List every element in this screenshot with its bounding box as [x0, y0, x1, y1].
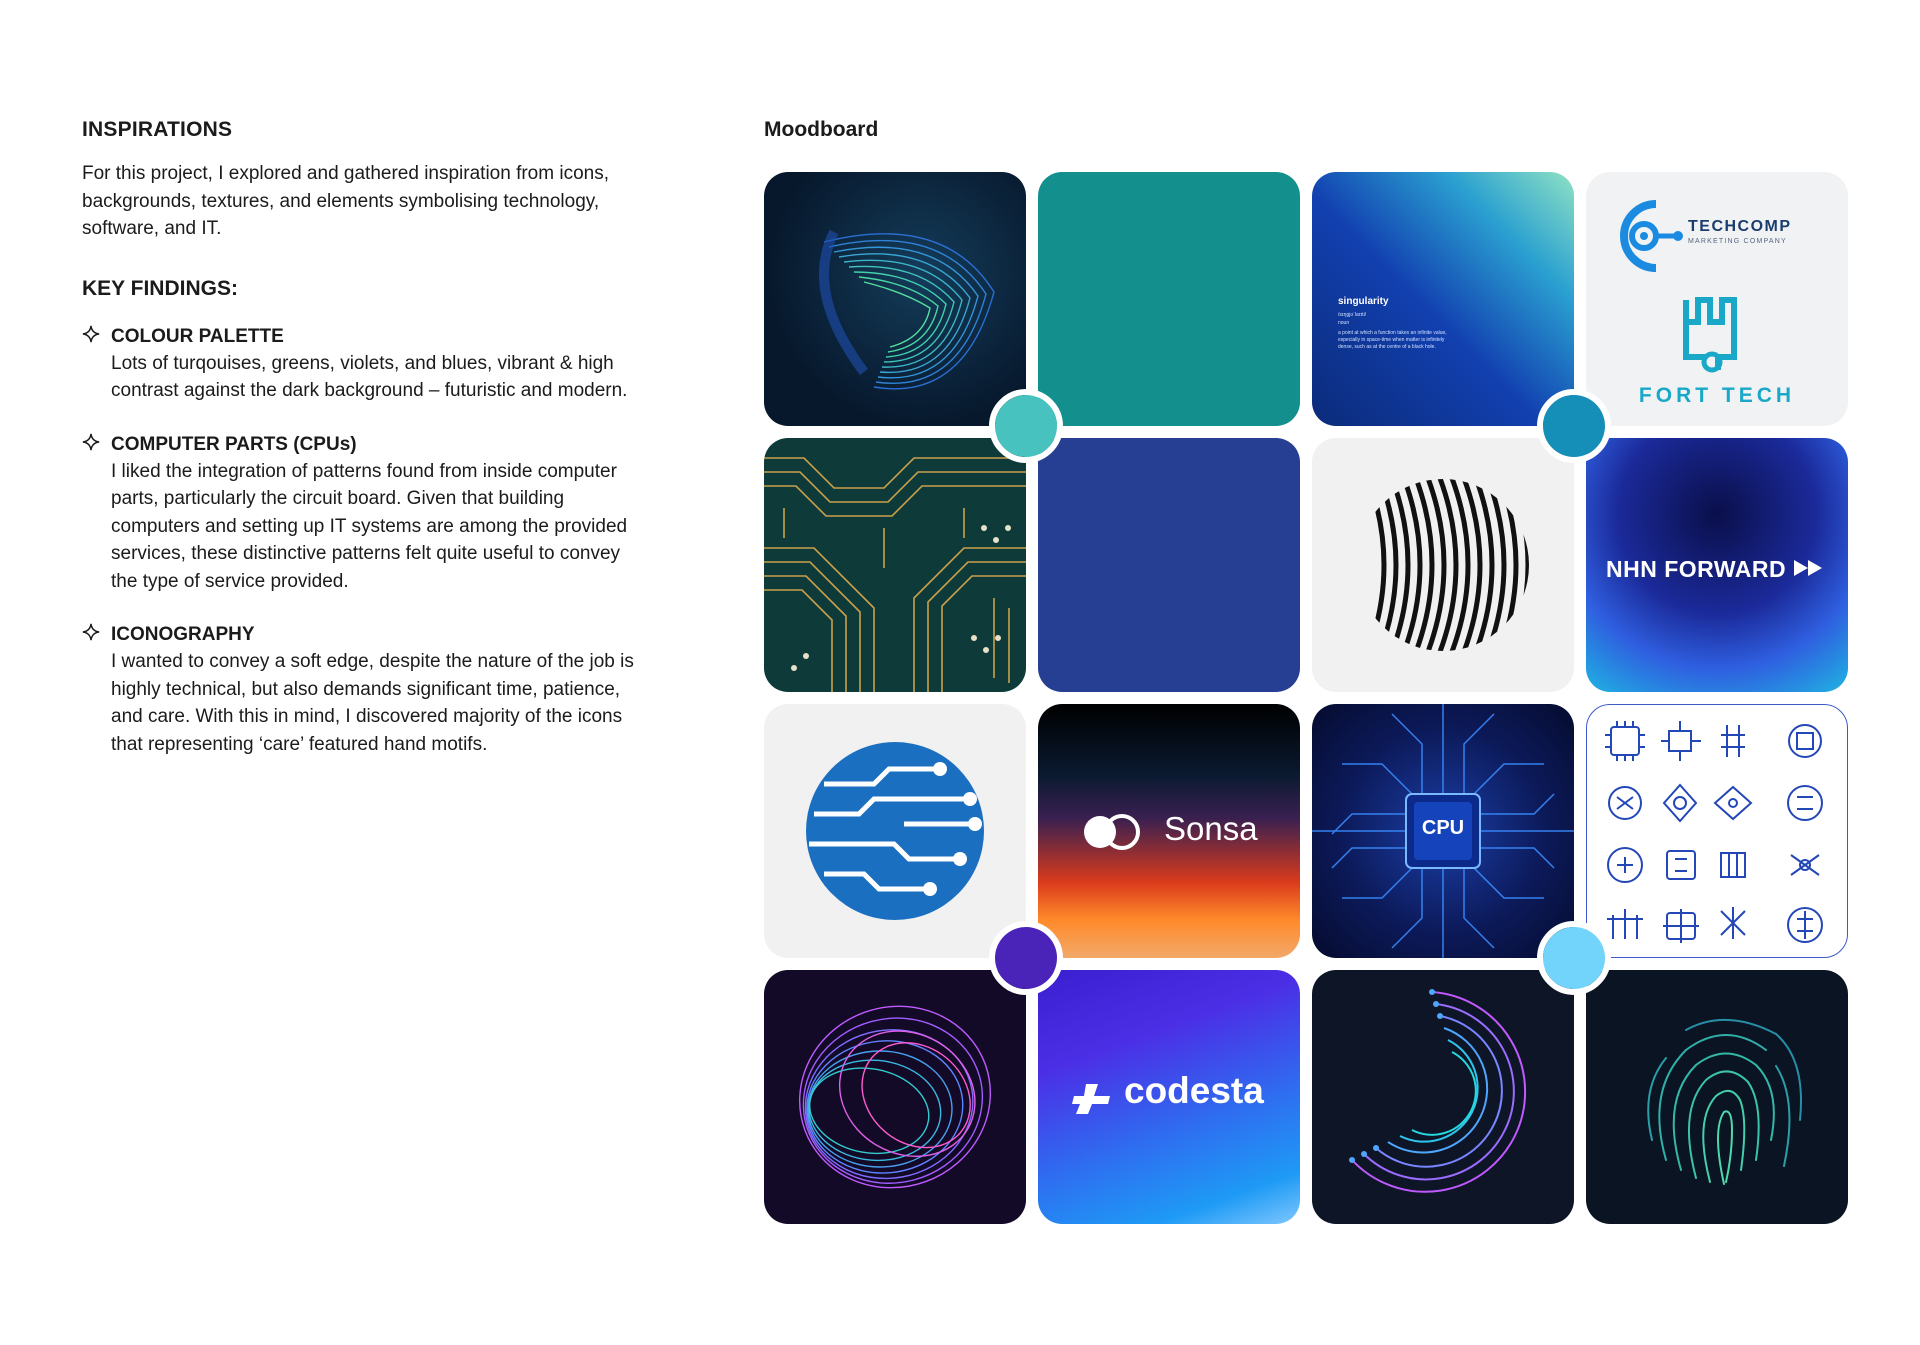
- techcomp-tagline: MARKETING COMPANY: [1688, 238, 1787, 245]
- palette-dot-fill: [1543, 395, 1605, 457]
- moodboard-grid: [764, 172, 1844, 1224]
- sparkle-icon: [82, 433, 100, 451]
- swatch-blue: [1038, 438, 1300, 692]
- spiral-wave-graphic: [764, 172, 1026, 426]
- cpu-label: CPU: [1421, 817, 1465, 839]
- tile-logos: [1586, 172, 1848, 426]
- palette-dot-fill: [995, 927, 1057, 989]
- sparkle-icon: [82, 325, 100, 343]
- singularity-word: singularity: [1338, 296, 1389, 307]
- circuit-circle-graphic: [764, 704, 1026, 958]
- tile-circuit-arc: [1312, 970, 1574, 1224]
- finding-title: ICONOGRAPHY: [111, 624, 255, 645]
- finding-iconography: [82, 621, 642, 758]
- palette-dot-fill: [995, 395, 1057, 457]
- forttech-name: FORT TECH: [1638, 384, 1796, 407]
- inspirations-intro: For this project, I explored and gathered inspiration from icons, backgrounds, textures, and elements symbolising technology, software, and IT.: [82, 163, 609, 239]
- tile-fingerprint: [1586, 970, 1848, 1224]
- inspirations-panel: [82, 118, 642, 784]
- sparkle-icon: [82, 623, 100, 641]
- finding-body: I liked the integration of patterns found from inside computer parts, particularly the circuit board. Given that building computers and setting up IT systems are among the provided services, these distinctive patterns felt quite useful to convey the type of service provided.: [111, 460, 628, 592]
- palette-dot-teal: [989, 389, 1063, 463]
- palette-dot-blue: [1537, 389, 1611, 463]
- tile-singularity: [1312, 172, 1574, 426]
- tile-striped-wave: [1312, 438, 1574, 692]
- nhn-forward-name: NHN FORWARD: [1606, 556, 1787, 582]
- fingerprint-icon: [1586, 970, 1848, 1224]
- inspirations-heading: INSPIRATIONS: [82, 118, 233, 141]
- orbital-rings-graphic: [764, 970, 1026, 1224]
- finding-colour-palette: [82, 323, 642, 405]
- tile-orbital-rings: [764, 970, 1026, 1224]
- circuit-board-graphic: [764, 438, 1026, 692]
- finding-body: Lots of turqouises, greens, violets, and blues, vibrant & high contrast against the dark background – futuristic and modern.: [111, 352, 628, 401]
- singularity-definition: a point at which a function takes an infinite value, especially in space-time when matter is infinitely dense, such as at the centre of a black hole.: [1338, 330, 1447, 350]
- codesta-logo-icon: [1072, 1082, 1112, 1116]
- codesta-name: codesta: [1124, 1070, 1264, 1111]
- tile-circuit-board: [764, 438, 1026, 692]
- tile-chip-icon-set: [1586, 704, 1848, 958]
- sonsa-logo-icon: [1080, 812, 1146, 852]
- finding-computer-parts: [82, 431, 642, 596]
- key-findings-heading: KEY FINDINGS:: [82, 276, 238, 300]
- tile-circuit-circle: [764, 704, 1026, 958]
- chip-icons-graphic: [1587, 705, 1848, 958]
- palette-dot-violet: [989, 921, 1063, 995]
- striped-wave-graphic: [1312, 438, 1574, 692]
- moodboard-heading: Moodboard: [764, 118, 879, 141]
- singularity-phonetic: /sɪŋgjʊˈlarɪti/: [1338, 312, 1367, 318]
- tile-codesta: [1038, 970, 1300, 1224]
- swatch-teal: [1038, 172, 1300, 426]
- finding-title: COMPUTER PARTS (CPUs): [111, 433, 357, 455]
- finding-title: COLOUR PALETTE: [111, 325, 284, 347]
- palette-dot-fill: [1543, 927, 1605, 989]
- tile-cpu: [1312, 704, 1574, 958]
- palette-dot-sky: [1537, 921, 1611, 995]
- techcomp-name: TECHCOMP: [1688, 218, 1792, 235]
- finding-body: I wanted to convey a soft edge, despite the nature of the job is highly technical, but also demands significant time, patience, and care. With this in mind, I discovered majority of the icons that representing ‘care’ featured hand motifs.: [111, 651, 634, 755]
- singularity-pos: noun: [1338, 320, 1350, 326]
- tile-sonsa: [1038, 704, 1300, 958]
- sonsa-name: Sonsa: [1164, 810, 1258, 847]
- fast-forward-icon: [1794, 560, 1828, 576]
- circuit-arc-graphic: [1312, 970, 1574, 1224]
- tile-nhn-forward: [1586, 438, 1848, 692]
- tile-spiral-wave: [764, 172, 1026, 426]
